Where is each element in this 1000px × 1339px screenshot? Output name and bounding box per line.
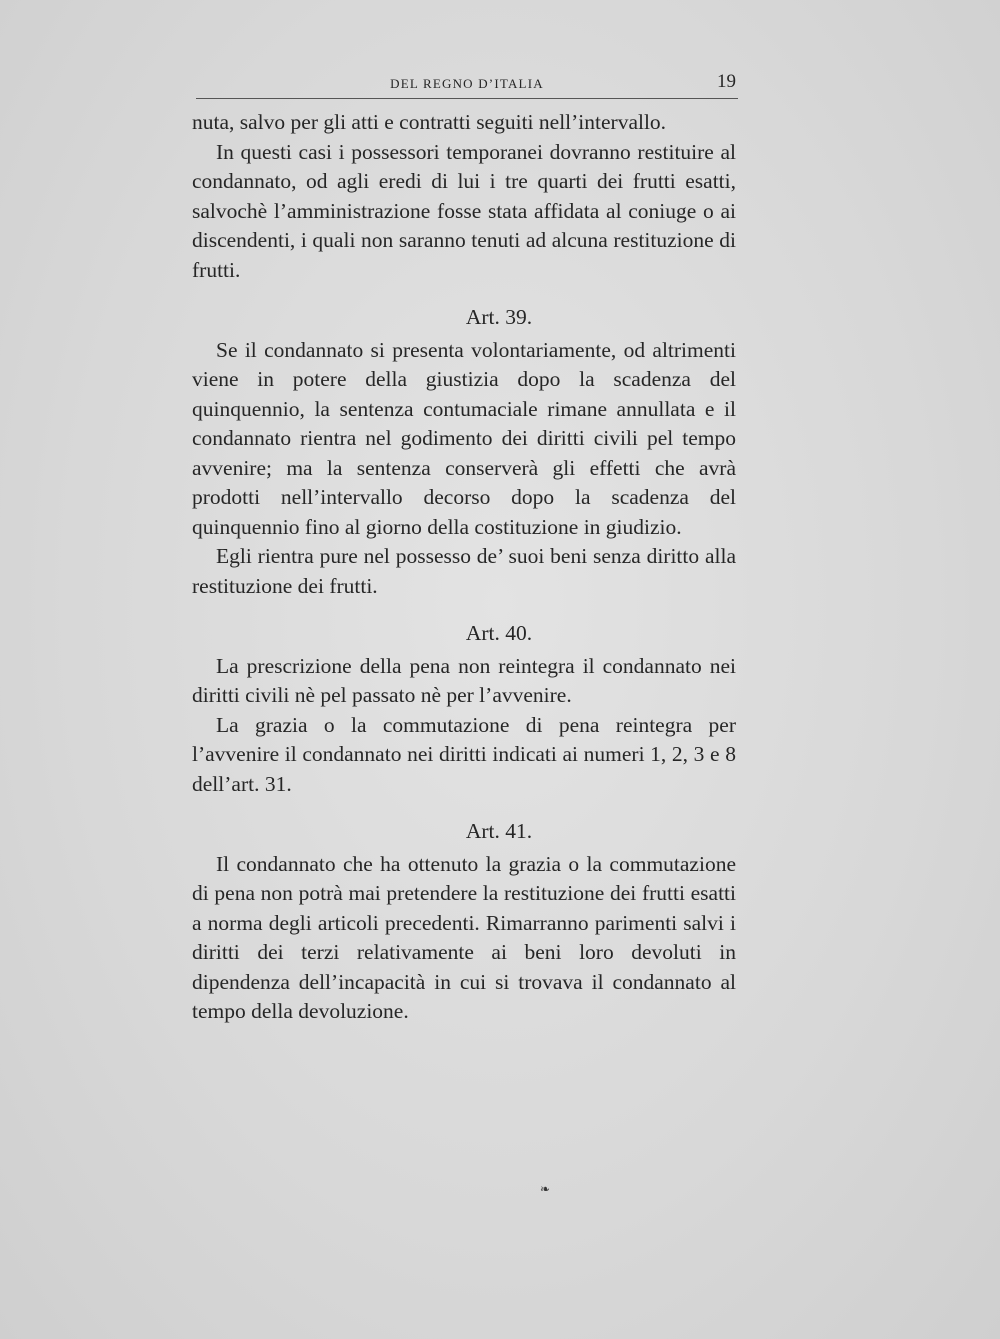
article-40-heading: Art. 40. [465,621,533,645]
article-40-paragraph-1: La prescrizione della pena non reintegra il condannato nei diritti civili nè pel passato nè per l’avvenire. [192,653,736,707]
article-39-heading: Art. 39. [465,305,533,329]
body-text [192,108,736,1027]
article-41-heading: Art. 41. [465,819,533,843]
page-number: 19 [717,71,736,92]
paragraph-possessori: In questi casi i possessori temporanei dovranno restituire al condannato, od agli eredi di lui i tre quarti dei frutti esatti, salvochè l’amministrazione fosse stata affidata al coniuge o ai discendenti, i quali non saranno tenuti ad alcuna restituzione di frutti. [192,139,736,282]
article-41-paragraph-1: Il condannato che ha ottenuto la grazia o la commutazione di pena non potrà mai pretendere la restituzione dei frutti esatti a norma degli articoli precedenti. Rimarranno parimenti salvi i diritti dei terzi relativamente ai beni loro devoluti in dipendenza dell’incapacità in cui si trovava il condannato al tempo della devoluzione. [192,851,736,1023]
ornament-icon: ❧ [540,1182,551,1196]
article-40-paragraph-2: La grazia o la commutazione di pena reintegra per l’avvenire il condannato nei diritti indicati ai numeri 1, 2, 3 e 8 dell’art. 31. [192,712,736,796]
article-39-paragraph-1: Se il condannato si presenta volontariamente, od altrimenti viene in potere della giustizia dopo la scadenza del quinquennio, la sentenza contumaciale rimane annullata e il condannato rientra nel godimento dei diritti civili pel tempo avvenire; ma la sentenza conserverà gli effetti che avrà prodotti nell’intervallo decorso dopo la scadenza del quinquennio fino al giorno della costituzione in giudizio. [192,337,736,539]
continuation-paragraph: nuta, salvo per gli atti e contratti seguiti nell’intervallo. [192,110,667,134]
running-header [196,72,738,99]
running-title: DEL REGNO D’ITALIA [390,76,544,91]
article-39-paragraph-2: Egli rientra pure nel possesso de’ suoi beni senza diritto alla restituzione dei frutti. [192,544,736,598]
